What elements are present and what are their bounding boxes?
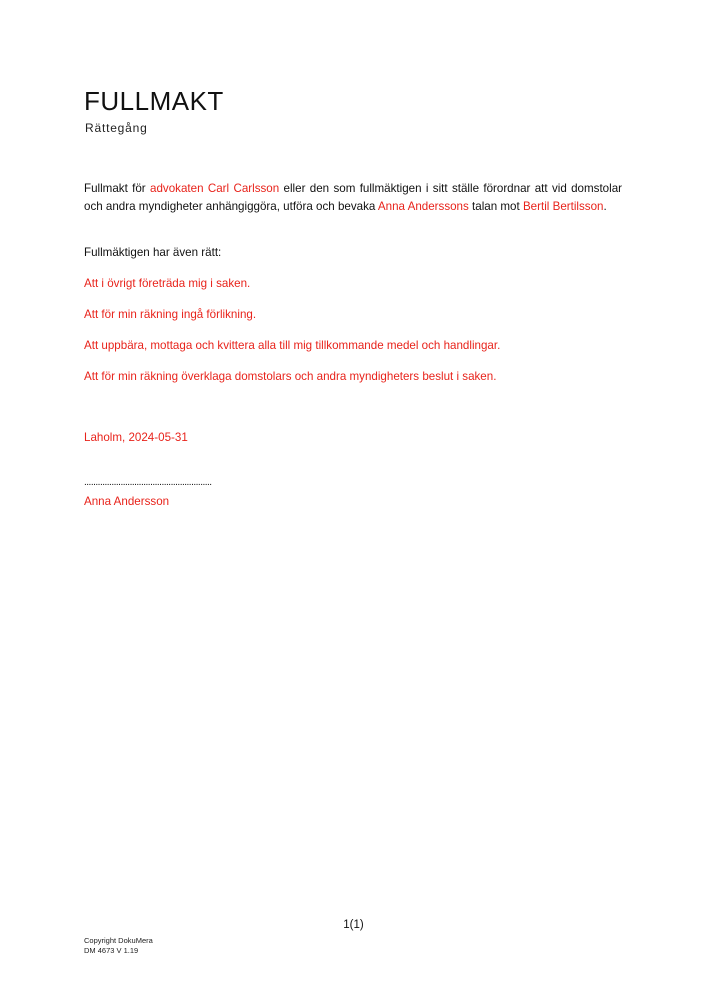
intro-text-1: Fullmakt för (84, 182, 151, 195)
page-number: 1(1) (343, 919, 364, 931)
intro-text-2: eller den som fullmäktigen i sitt ställe förordnar att vid domstolar och andra myndigheter anhängiggöra, utföra och bevaka (84, 182, 623, 213)
intro-text-3: talan mot (468, 200, 523, 213)
document-title: FULLMAKT (84, 86, 224, 116)
intro-paragraph (84, 180, 622, 216)
intro-text-4: . (603, 200, 607, 213)
rights-heading: Fullmäktigen har även rätt: (84, 246, 222, 259)
signature-line: ........................................................ (84, 477, 212, 488)
signer-name: Anna Andersson (84, 495, 170, 508)
principal-name: Anna Anderssons (377, 200, 469, 213)
counterparty-name: Bertil Bertilsson (522, 200, 604, 213)
document-subtitle: Rättegång (85, 121, 148, 135)
footer-version: DM 4673 V 1.19 (84, 946, 139, 955)
right-item: Att för min räkning överklaga domstolars och andra myndigheters beslut i saken. (84, 370, 497, 383)
footer-copyright: Copyright DokuMera (84, 936, 153, 945)
place-date: Laholm, 2024-05-31 (84, 431, 188, 444)
right-item: Att för min räkning ingå förlikning. (84, 308, 257, 321)
right-item: Att i övrigt företräda mig i saken. (84, 277, 251, 290)
attorney-name: advokaten Carl Carlsson (150, 182, 280, 195)
right-item: Att uppbära, mottaga och kvittera alla till mig tillkommande medel och handlingar. (84, 339, 501, 352)
